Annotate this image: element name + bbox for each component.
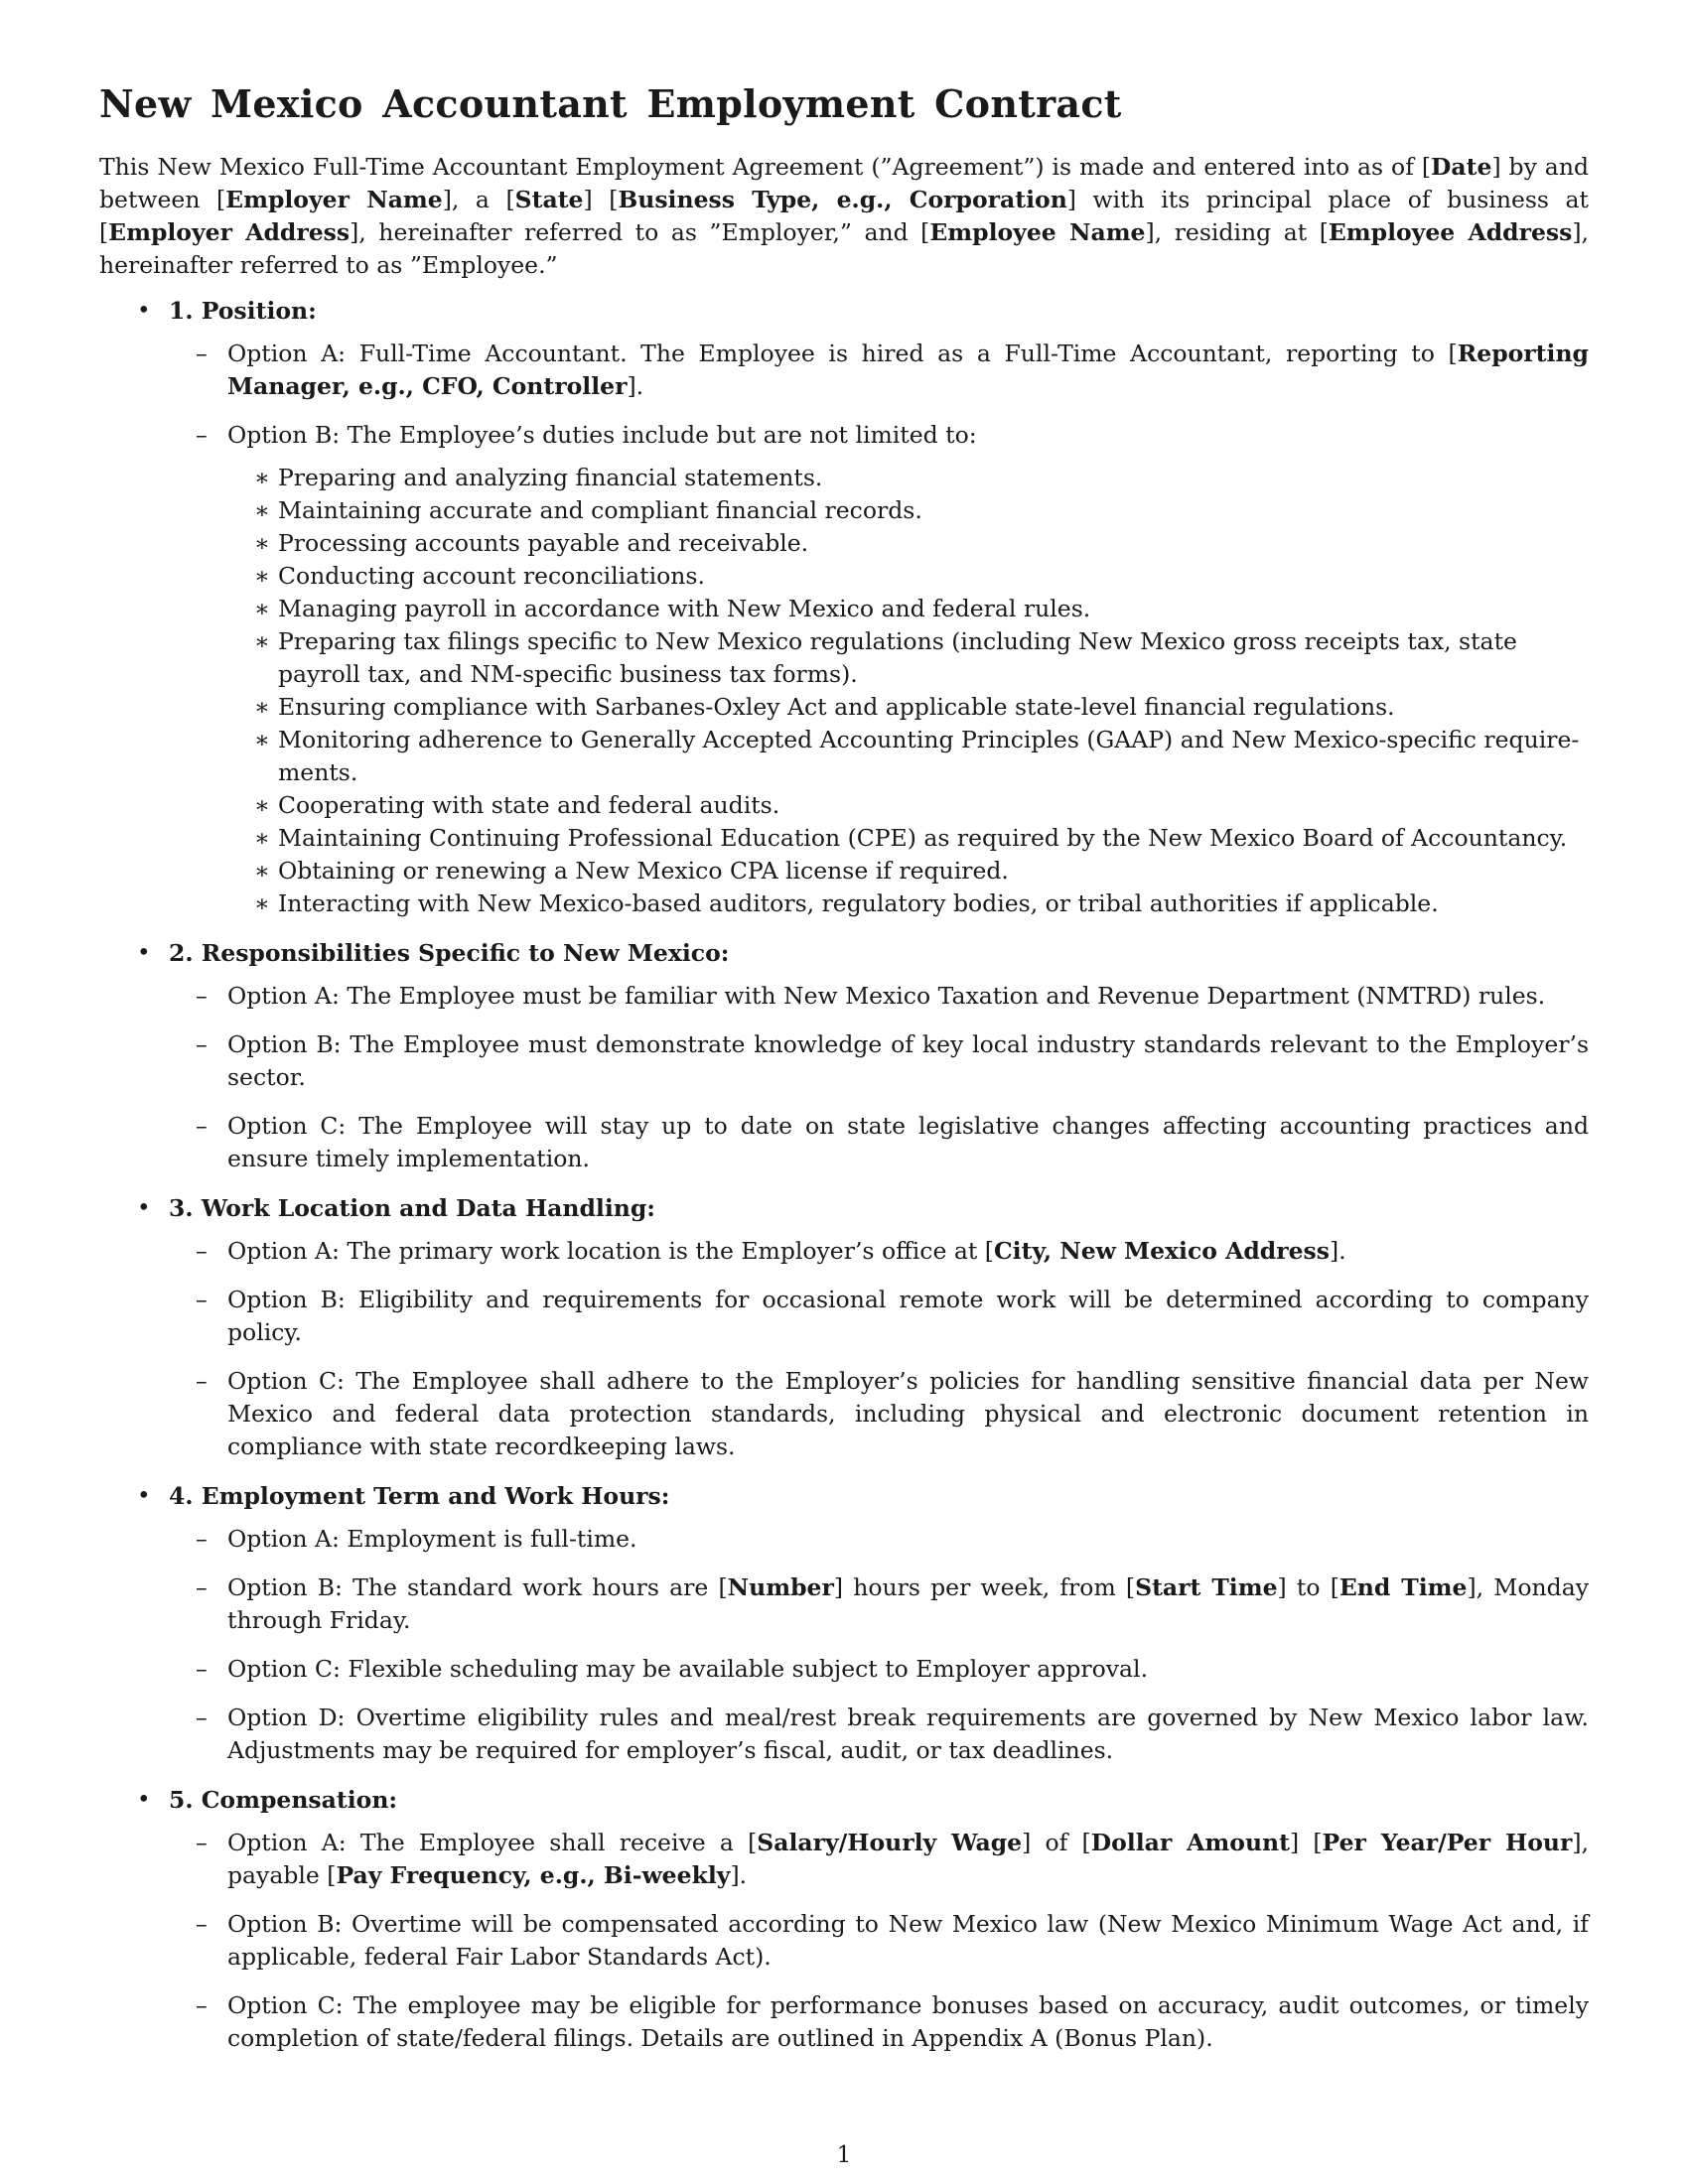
duties-list: [227, 462, 1589, 920]
section-title: 5. Compensation:: [169, 1785, 398, 1814]
option-b: – Option B: Eligibility and requirements for occasional remote work will be determined according to company policy.: [196, 1285, 1589, 1346]
duty-item: ∗ Processing accounts payable and receivable.: [227, 527, 1589, 560]
section-title: 1. Position:: [169, 296, 317, 325]
option-a: – Option A: The Employee must be familiar with New Mexico Taxation and Revenue Department (NMTRD) rules.: [169, 980, 1589, 1013]
bullet-marker: •: [137, 1482, 151, 1509]
dash-marker: –: [196, 1111, 208, 1140]
star-marker: ∗: [254, 561, 270, 590]
dash-marker: –: [196, 1703, 208, 1731]
document-title: New Mexico Accountant Employment Contract: [99, 81, 1122, 126]
option-c: – Option C: The Employee shall adhere to the Employer’s policies for handling sensitive financial data per New Mexico and federal data protection standards, including physical and electronic document retention in compliance with state recordkeeping laws.: [196, 1366, 1589, 1460]
dash-marker: –: [196, 1654, 208, 1683]
placeholder-business-type: Business Type, e.g., Corporation: [618, 185, 1067, 213]
star-marker: ∗: [254, 790, 270, 819]
section-title: 2. Responsibilities Specific to New Mexico:: [169, 938, 730, 967]
dash-marker: –: [196, 420, 208, 449]
option-c: – Option C: The Employee will stay up to date on state legislative changes affecting accounting practices and ensure timely implementation.: [196, 1111, 1589, 1172]
section-title: 4. Employment Term and Work Hours:: [169, 1481, 670, 1510]
dash-marker: –: [196, 981, 208, 1010]
placeholder-city-address: City, New Mexico Address: [993, 1236, 1331, 1265]
duty-item: ∗ Maintaining Continuing Professional Education (CPE) as required by the New Mexico Board of Accountancy.: [227, 822, 1589, 855]
option-c: – Option C: The employee may be eligible for performance bonuses based on accuracy, audit outcomes, or timely completion of state/federal filings. Details are outlined in Appendix A (Bonus Plan).: [196, 1990, 1589, 2052]
dash-marker: –: [196, 1524, 208, 1553]
option-a: – Option A: The Employee shall receive a [Salary/Hourly Wage] of [Dollar Amount] [Per Year/Per Hour], payable [Pay Frequency, e.g., Bi-weekly].: [196, 1828, 1590, 1889]
option-a: – Option A: Full-Time Accountant. The Employee is hired as a Full-Time Accountant, reporting to [Reporting Manager, e.g., CFO, Controller].: [196, 339, 1589, 400]
star-marker: ∗: [254, 528, 270, 557]
option-b: – Option B: The Employee’s duties include but are not limited to: ∗ Preparing and analyzing financial statements. ∗ Maintaining accurate and compliant financial records. ∗ Processing accounts payable and receivable. ∗ Conducting account reconciliations. ∗ Managing payroll in accordance with New Mexico and federal rules. ∗ Preparing tax filings specific to New Mexico regulations (including New Mexico gross receipts tax, state payroll tax, and NM-specific business tax forms). ∗ Ensuring compliance with Sarbanes-Oxley Act and applicable state-level financial regulations. ∗ Monitoring adherence to Generally Accepted Accounting Principles (GAAP) and New Mexico-specific require-ments. ∗ Cooperating with state and federal audits. ∗ Maintaining Continuing Professional Education (CPE) as required by the New Mexico Board of Accountancy. ∗ Obtaining or renewing a New Mexico CPA license if required. ∗ Interacting with New Mexico-based auditors, regulatory bodies, or tribal authorities if applicable.: [169, 419, 1589, 920]
star-marker: ∗: [254, 692, 270, 721]
placeholder-start-time: Start Time: [1135, 1572, 1278, 1601]
placeholder-per-period: Per Year/Per Hour: [1322, 1828, 1573, 1856]
duty-item: ∗ Ensuring compliance with Sarbanes-Oxley Act and applicable state-level financial regulations.: [227, 691, 1589, 724]
bullet-marker: •: [137, 1194, 151, 1221]
section-title: 3. Work Location and Data Handling:: [169, 1193, 655, 1222]
placeholder-date: Date: [1431, 152, 1492, 181]
dash-marker: –: [196, 1285, 208, 1313]
duty-item: ∗ Conducting account reconciliations.: [227, 560, 1589, 593]
placeholder-employer-name: Employer Name: [225, 185, 443, 213]
dash-marker: –: [196, 1366, 208, 1395]
duty-item: ∗ Managing payroll in accordance with New Mexico and federal rules.: [227, 593, 1589, 625]
option-b: – Option B: The Employee must demonstrate knowledge of key local industry standards relevant to the Employer’s sector.: [196, 1029, 1589, 1091]
star-marker: ∗: [254, 823, 270, 852]
placeholder-employee-address: Employee Address: [1328, 217, 1573, 246]
dash-marker: –: [196, 1029, 208, 1058]
option-b: – Option B: Overtime will be compensated according to New Mexico law (New Mexico Minimum Wage Act and, if applicable, federal Fair Labor Standards Act).: [196, 1909, 1589, 1971]
duty-item: ∗ Monitoring adherence to Generally Accepted Accounting Principles (GAAP) and New Mexico-specific require-ments.: [254, 725, 1580, 786]
duty-item: ∗ Preparing and analyzing financial statements.: [227, 462, 1589, 494]
duty-item: ∗ Maintaining accurate and compliant financial records.: [227, 494, 1589, 527]
star-marker: ∗: [254, 888, 270, 917]
star-marker: ∗: [254, 463, 270, 491]
duty-item: ∗ Interacting with New Mexico-based auditors, regulatory bodies, or tribal authorities if applicable.: [227, 887, 1589, 920]
bullet-marker: •: [137, 1786, 151, 1813]
option-c: – Option C: Flexible scheduling may be available subject to Employer approval.: [169, 1653, 1589, 1686]
section-employment-term: [99, 1479, 1589, 1767]
page-number: 1: [836, 2142, 852, 2168]
dash-marker: –: [196, 1572, 208, 1601]
section-work-location: [99, 1191, 1589, 1463]
document-page: [99, 81, 1589, 2071]
dash-marker: –: [196, 1990, 208, 2019]
option-a: – Option A: The primary work location is the Employer’s office at [City, New Mexico Address].: [169, 1235, 1589, 1268]
dash-marker: –: [196, 1909, 208, 1938]
duty-item: ∗ Obtaining or renewing a New Mexico CPA license if required.: [227, 855, 1589, 887]
section-position: [99, 294, 1589, 920]
star-marker: ∗: [254, 626, 270, 655]
duty-item: ∗ Cooperating with state and federal audits.: [227, 789, 1589, 822]
placeholder-end-time: End Time: [1338, 1572, 1468, 1601]
placeholder-pay-frequency: Pay Frequency, e.g., Bi-weekly: [336, 1860, 731, 1889]
placeholder-employer-address: Employer Address: [108, 217, 351, 246]
option-b: – Option B: The standard work hours are [Number] hours per week, from [Start Time] to [End Time], Monday through Friday.: [196, 1572, 1589, 1634]
bullet-marker: •: [137, 939, 151, 966]
duty-item: ∗ Preparing tax filings specific to New Mexico regulations (including New Mexico gross receipts tax, state payroll tax, and NM-specific business tax forms).: [254, 626, 1517, 688]
section-responsibilities: [99, 936, 1589, 1175]
placeholder-number: Number: [727, 1572, 834, 1601]
dash-marker: –: [196, 1828, 208, 1856]
star-marker: ∗: [254, 725, 270, 753]
intro-paragraph: This New Mexico Full-Time Accountant Employment Agreement (”Agreement”) is made and entered into as of [Date] by and between [Employer Name], a [State] [Business Type, e.g., Corporation] with its principal place of business at [Employer Address], hereinafter referred to as ”Employer,” and [Employee Name], residing at [Employee Address], hereinafter referred to as ”Employee.”: [99, 152, 1590, 279]
dash-marker: –: [196, 1236, 208, 1265]
star-marker: ∗: [254, 856, 270, 885]
placeholder-state: State: [514, 185, 584, 213]
bullet-marker: •: [137, 297, 151, 324]
placeholder-salary-wage: Salary/Hourly Wage: [757, 1828, 1023, 1856]
placeholder-employee-name: Employee Name: [929, 217, 1146, 246]
section-compensation: [99, 1783, 1589, 2055]
option-a: – Option A: Employment is full-time.: [169, 1523, 1589, 1556]
dash-marker: –: [196, 339, 208, 367]
option-d: – Option D: Overtime eligibility rules and meal/rest break requirements are governed by New Mexico labor law. Adjustments may be required for employer’s fiscal, audit, or tax deadlines.: [196, 1703, 1589, 1764]
placeholder-dollar-amount: Dollar Amount: [1090, 1828, 1290, 1856]
placeholder-reporting-manager: Reporting Manager, e.g., CFO, Controller: [227, 339, 1589, 400]
star-marker: ∗: [254, 495, 270, 524]
sections-list: [99, 294, 1589, 2055]
star-marker: ∗: [254, 594, 270, 622]
